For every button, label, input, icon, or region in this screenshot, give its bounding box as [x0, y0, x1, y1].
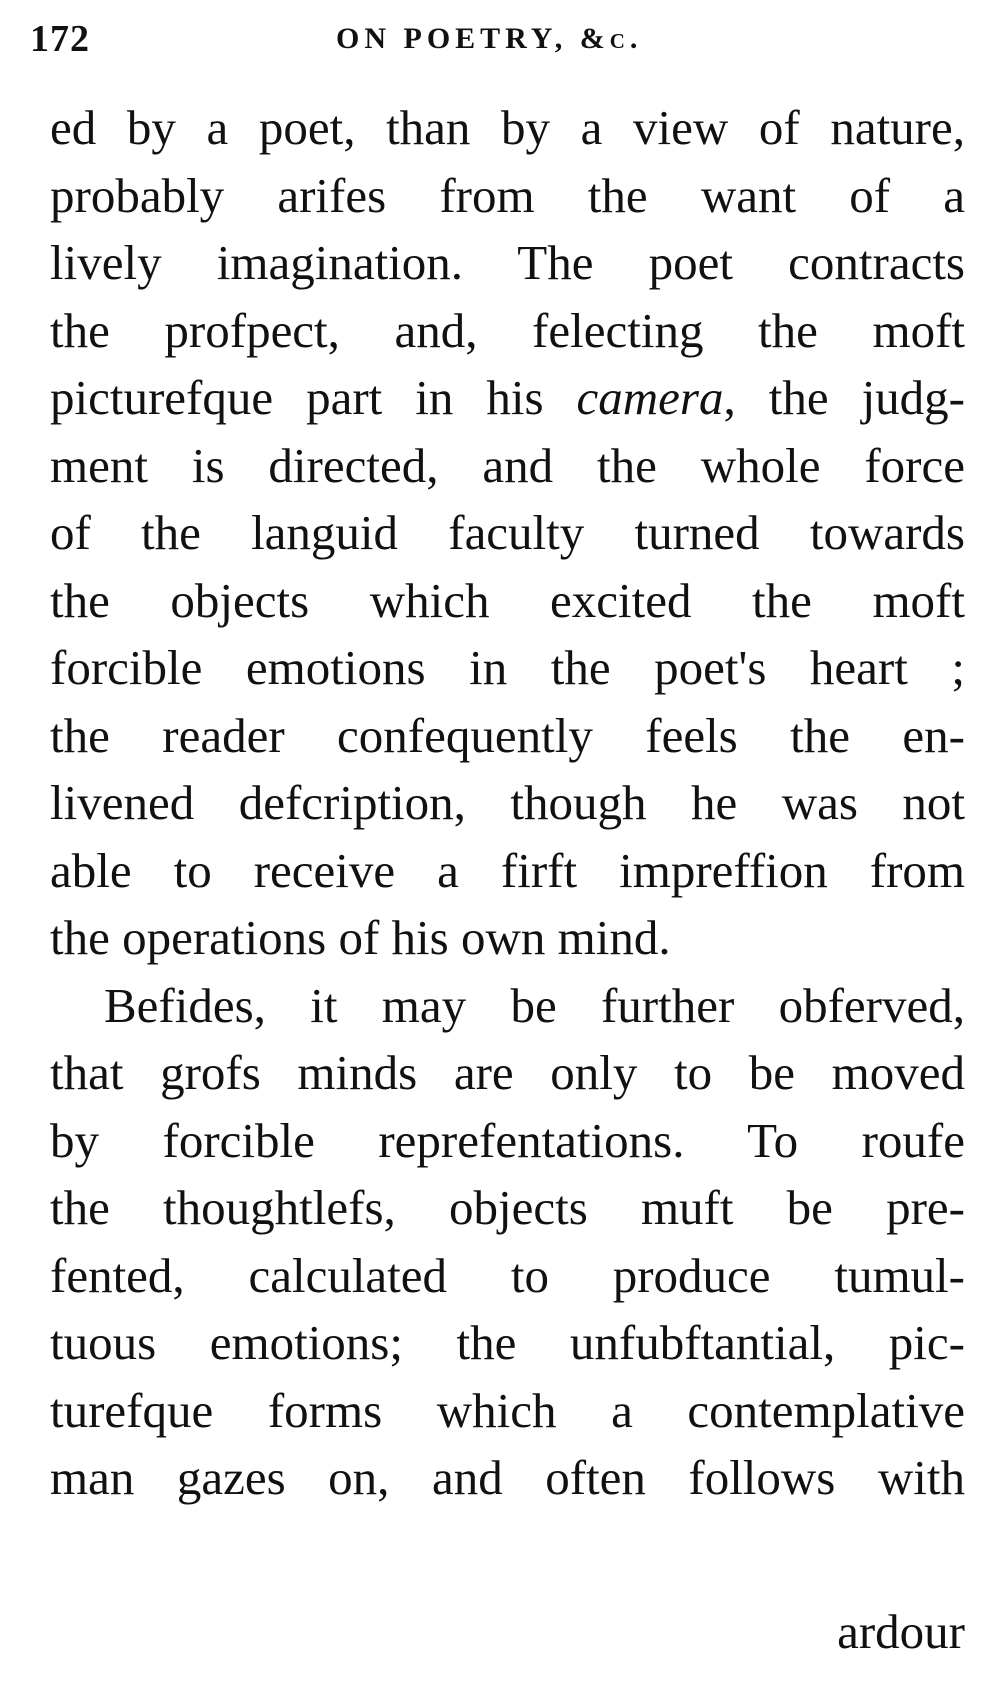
text-line: by forcible reprefentations. To roufe	[50, 1112, 965, 1168]
text-line: ment is directed, and the whole force	[50, 437, 965, 493]
text-line	[50, 364, 965, 432]
text-line: lively imagination. The poet contracts	[50, 235, 965, 290]
text-line: ed by a poet, than by a view of nature,	[50, 100, 965, 155]
text-line: probably arifes from the want of a	[50, 167, 965, 223]
text-run: picturefque part in his	[50, 370, 577, 425]
text-line: able to receive a firft impreffion from	[50, 842, 965, 898]
text-line: the reader confequently feels the en-	[50, 707, 965, 763]
page-number: 172	[30, 18, 90, 60]
text-line: man gazes on, and often follows with	[50, 1450, 965, 1505]
text-line: the objects which excited the moft	[50, 572, 965, 628]
running-head	[30, 14, 690, 64]
running-title: ON POETRY, &c.	[336, 22, 643, 55]
text-line: tuous emotions; the unfubftantial, pic-	[50, 1315, 965, 1370]
text-line: the operations of his own mind.	[50, 910, 671, 965]
catchword: ardour	[837, 1604, 965, 1659]
text-line: the thoughtlefs, objects muft be pre-	[50, 1180, 965, 1235]
text-line: of the languid faculty turned towards	[50, 505, 965, 560]
body-text	[50, 94, 965, 1512]
text-line: livened defcription, though he was not	[50, 775, 965, 830]
text-line: fented, calculated to produce tumul-	[50, 1247, 965, 1303]
paragraph-first-line: Befides, it may be further obferved,	[104, 977, 965, 1033]
text-line: turefque forms which a contemplative	[50, 1382, 965, 1438]
text-line: the profpect, and, felecting the moft	[50, 302, 965, 358]
text-run: , the judg-	[723, 370, 965, 425]
italic-word: camera	[576, 370, 724, 425]
text-line: forcible emotions in the poet's heart ;	[50, 640, 965, 695]
text-line: that grofs minds are only to be moved	[50, 1045, 965, 1100]
